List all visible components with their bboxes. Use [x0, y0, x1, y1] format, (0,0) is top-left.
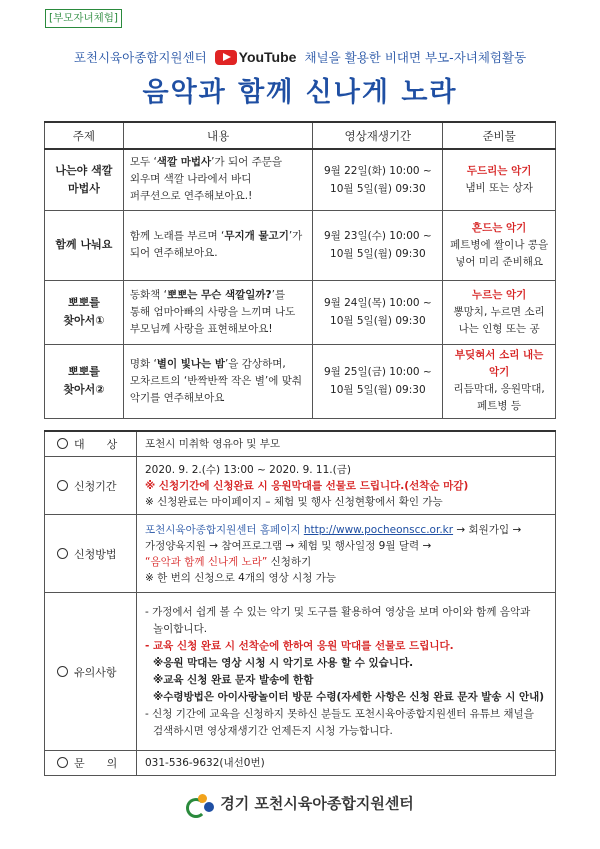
info-row-notes	[45, 593, 556, 751]
info-value: 031-536-9632(내선0번)	[137, 751, 556, 776]
row-prep: 부딪혀서 소리 내는 악기 리듬막대, 응원막대, 페트병 등	[443, 344, 556, 418]
table-row	[45, 210, 556, 280]
schedule-table	[44, 121, 556, 419]
subtitle-text: 채널을 활용한 비대면 부모-자녀체험활동	[304, 50, 527, 65]
header-content: 내용	[123, 122, 313, 149]
circle-icon	[57, 480, 68, 491]
row-topic: 뽀뽀를 찾아서①	[45, 280, 124, 344]
row-topic: 뽀뽀를 찾아서②	[45, 344, 124, 418]
info-label: 유의사항	[45, 593, 137, 751]
info-row-contact	[45, 751, 556, 776]
row-prep: 두드리는 악기 냄비 또는 상자	[443, 149, 556, 210]
row-prep: 흔드는 악기 페트병에 쌀이나 콩을 넣어 미리 준비해요	[443, 210, 556, 280]
header-topic: 주제	[45, 122, 124, 149]
row-content: 함께 노래를 부르며 ‘무지개 물고기’가 되어 연주해보아요.	[123, 210, 313, 280]
center-name: 포천시육아종합지원센터	[73, 50, 207, 65]
info-label: 대 상	[45, 431, 137, 457]
info-row-apply-method	[45, 515, 556, 593]
row-period: 9월 24일(목) 10:00 ~ 10월 5일(월) 09:30	[313, 280, 443, 344]
row-content: 모두 ‘색깔 마법사’가 되어 주문을 외우며 색깔 나라에서 바디 퍼쿠션으로 연주해보아요.!	[123, 149, 313, 210]
homepage-link[interactable]: http://www.pocheonscc.or.kr	[303, 523, 454, 536]
row-topic: 나는야 색깔 마법사	[45, 149, 124, 210]
table-row	[45, 149, 556, 210]
info-row-target	[45, 431, 556, 457]
category-tag: [부모자녀체험]	[45, 9, 122, 28]
circle-icon	[57, 757, 68, 768]
header-prep: 준비물	[443, 122, 556, 149]
header-period: 영상재생기간	[313, 122, 443, 149]
row-prep: 누르는 악기 뽕망치, 누르면 소리 나는 인형 또는 공	[443, 280, 556, 344]
youtube-play-icon	[215, 50, 237, 65]
info-row-apply-period	[45, 457, 556, 515]
table-row	[45, 344, 556, 418]
circle-icon	[57, 548, 68, 559]
row-period: 9월 23일(수) 10:00 ~ 10월 5일(월) 09:30	[313, 210, 443, 280]
info-table	[44, 430, 556, 776]
table-header-row	[45, 122, 556, 149]
row-period: 9월 25일(금) 10:00 ~ 10월 5일(월) 09:30	[313, 344, 443, 418]
youtube-logo: YouTube	[215, 49, 297, 66]
info-value: 2020. 9. 2.(수) 13:00 ~ 2020. 9. 11.(금) ※ 신청기간에 신청완료 시 응원막대를 선물로 드립니다.(선착순 마감) ※ 신청완료는 마이페이지 – 체험 및 행사 신청현황에서 확인 가능	[137, 457, 556, 515]
row-content: 명화 ‘별이 빛나는 밤’을 감상하며, 모차르트의 ‘반짝반짝 작은 별’에 맞춰 악기를 연주해보아요	[123, 344, 313, 418]
info-value: 포천시육아종합지원센터 홈페이지 http://www.pocheonscc.or.kr → 회원가입 → 가정양육지원 → 참여프로그램 → 체험 및 행사일정 9월 달력 → “음악과 함께 신나게 노라” 신청하기 ※ 한 번의 신청으로 4개의 영상 시청 가능	[137, 515, 556, 593]
row-content: 동화책 ‘뽀뽀는 무슨 색깔일까?’를 통해 엄마아빠의 사랑을 느끼며 나도 부모님께 사랑을 표현해보아요!	[123, 280, 313, 344]
circle-icon	[57, 438, 68, 449]
info-label: 문 의	[45, 751, 137, 776]
center-logo-icon	[186, 792, 216, 816]
subtitle	[0, 48, 600, 66]
table-row	[45, 280, 556, 344]
row-topic: 함께 나눠요	[45, 210, 124, 280]
page-title: 음악과 함께 신나게 노라	[142, 77, 458, 108]
info-value: - 가정에서 쉽게 볼 수 있는 악기 및 도구를 활용하여 영상을 보며 아이와 함께 음악과 놀이합니다. - 교육 신청 완료 시 선착순에 한하여 응원 막대를 선물로 드립니다. ※응원 막대는 영상 시청 시 악기로 사용 할 수 있습니다. ※교육 신청 완료 문자 발송에 한함 ※수령방법은 아이사랑놀이터 방문 수령(자세한 사항은 신청 완료 문자 발송 시 안내) - 신청 기간에 교육을 신청하지 못하신 분들도 포천시육아종합지원센터 유튜브 채널을 검색하시면 영상재생기간 언제든지 시청 가능합니다.	[137, 593, 556, 751]
info-label: 신청방법	[45, 515, 137, 593]
info-value: 포천시 미취학 영유아 및 부모	[137, 431, 556, 457]
footer: 경기 포천시육아종합지원센터	[0, 792, 600, 816]
row-period: 9월 22일(화) 10:00 ~ 10월 5일(월) 09:30	[313, 149, 443, 210]
info-label: 신청기간	[45, 457, 137, 515]
circle-icon	[57, 666, 68, 677]
